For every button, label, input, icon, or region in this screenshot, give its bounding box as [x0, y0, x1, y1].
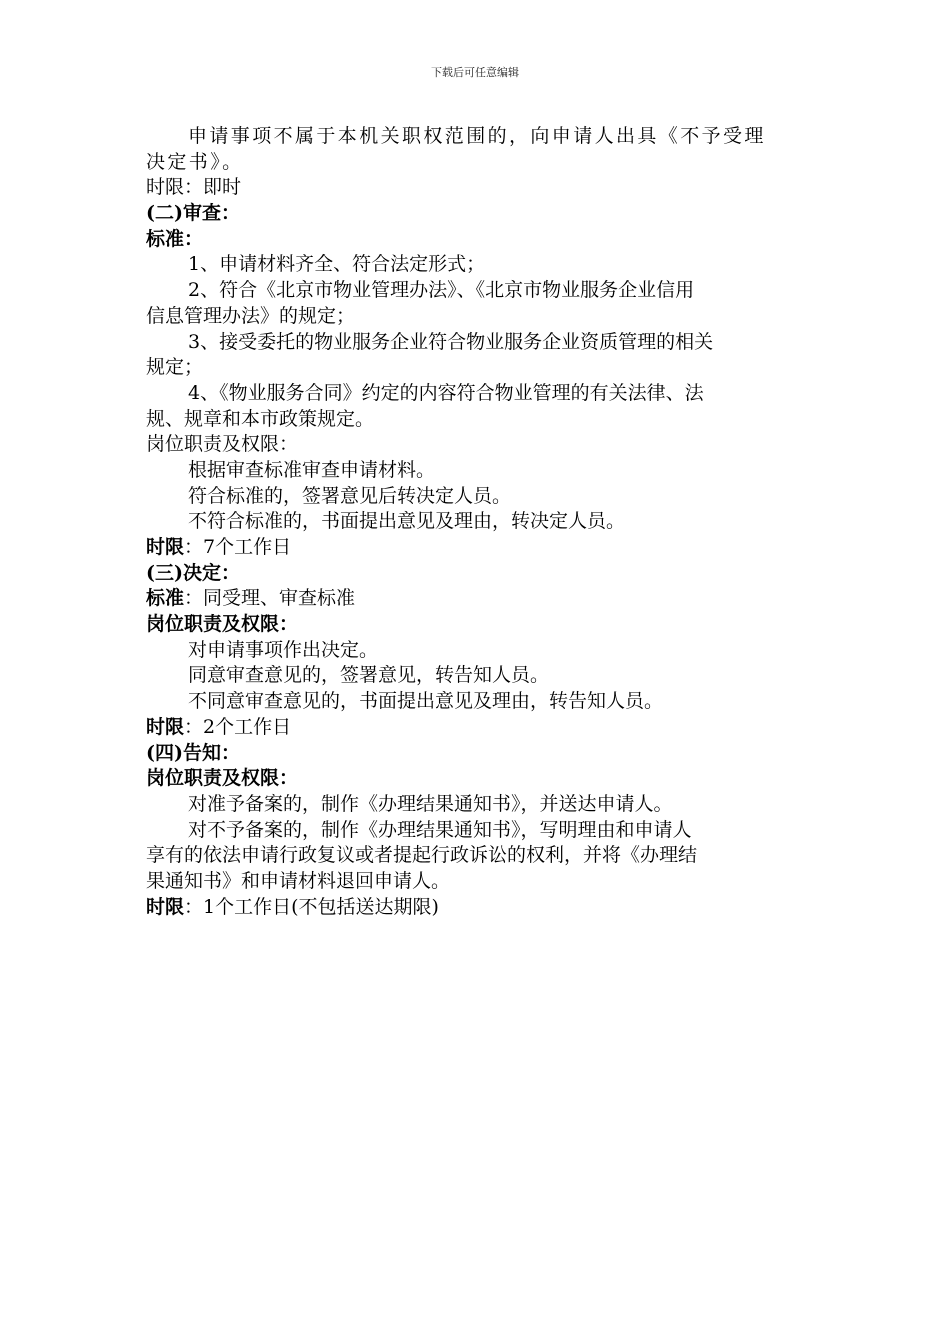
review-standard-item-4-cont: 规、规章和本市政策规定。 — [146, 407, 375, 430]
decision-duty-3: 不同意审查意见的，书面提出意见及理由，转告知人员。 — [188, 690, 664, 713]
decision-time-limit — [146, 715, 806, 741]
review-time-limit — [146, 535, 806, 561]
notify-time-limit-value: ：1个工作日(不包括送达期限) — [184, 895, 439, 918]
section-heading-decision: (三)决定： — [146, 561, 240, 584]
review-standard-item-1: 1、申请材料齐全、符合法定形式； — [188, 253, 486, 276]
time-limit-immediate: 时限：即时 — [146, 176, 242, 199]
notify-time-limit-label: 时限 — [146, 895, 185, 918]
notify-duties-label: 岗位职责及权限： — [146, 767, 299, 790]
decision-standard-label: 标准 — [146, 587, 185, 610]
decision-time-limit-label: 时限 — [146, 715, 185, 738]
paragraph-not-in-scope-cont: 决定书》。 — [146, 150, 244, 173]
review-standard-label: 标准： — [146, 227, 204, 250]
decision-time-limit-value: ：2个工作日 — [184, 715, 292, 738]
notify-time-limit — [146, 895, 806, 921]
notify-duty-1: 对准予备案的，制作《办理结果通知书》，并送达申请人。 — [188, 792, 673, 815]
decision-standard-value: ：同受理、审查标准 — [184, 587, 356, 610]
review-standard-item-3: 3、接受委托的物业服务企业符合物业服务企业资质管理的相关 — [188, 330, 714, 353]
review-standard-item-4: 4、《物业服务合同》约定的内容符合物业管理的有关法律、法 — [188, 381, 704, 404]
decision-standard — [146, 586, 806, 612]
page-header: 下载后可任意编辑 — [431, 66, 519, 79]
section-heading-notify: (四)告知： — [146, 741, 240, 764]
notify-duty-2-cont-1: 享有的依法申请行政复议或者提起行政诉讼的权利，并将《办理结 — [146, 844, 698, 867]
review-time-limit-label: 时限 — [146, 536, 185, 558]
section-heading-review: (二)审查： — [146, 202, 240, 225]
review-standard-item-3-cont: 规定； — [146, 356, 204, 379]
review-standard-item-2: 2、符合《北京市物业管理办法》、《北京市物业服务企业信用 — [188, 279, 695, 302]
notify-duty-2: 对不予备案的，制作《办理结果通知书》，写明理由和申请人 — [188, 818, 692, 841]
review-duty-2: 符合标准的，签署意见后转决定人员。 — [188, 484, 512, 507]
review-time-limit-value: ：7个工作日 — [184, 536, 292, 558]
decision-duty-1: 对申请事项作出决定。 — [188, 638, 379, 661]
notify-duty-2-cont-2: 果通知书》和申请材料退回申请人。 — [146, 869, 451, 892]
review-duty-1: 根据审查标准审查申请材料。 — [188, 458, 436, 481]
review-duty-3: 不符合标准的，书面提出意见及理由，转决定人员。 — [188, 510, 626, 533]
decision-duty-2: 同意审查意见的，签署意见，转告知人员。 — [188, 664, 550, 687]
review-duties-label: 岗位职责及权限： — [146, 433, 299, 456]
document-body — [146, 124, 806, 920]
decision-duties-label: 岗位职责及权限： — [146, 613, 299, 636]
paragraph-not-in-scope: 申请事项不属于本机关职权范围的，向申请人出具《不予受理 — [188, 125, 766, 147]
review-standard-item-2-cont: 信息管理办法》的规定； — [146, 304, 356, 327]
